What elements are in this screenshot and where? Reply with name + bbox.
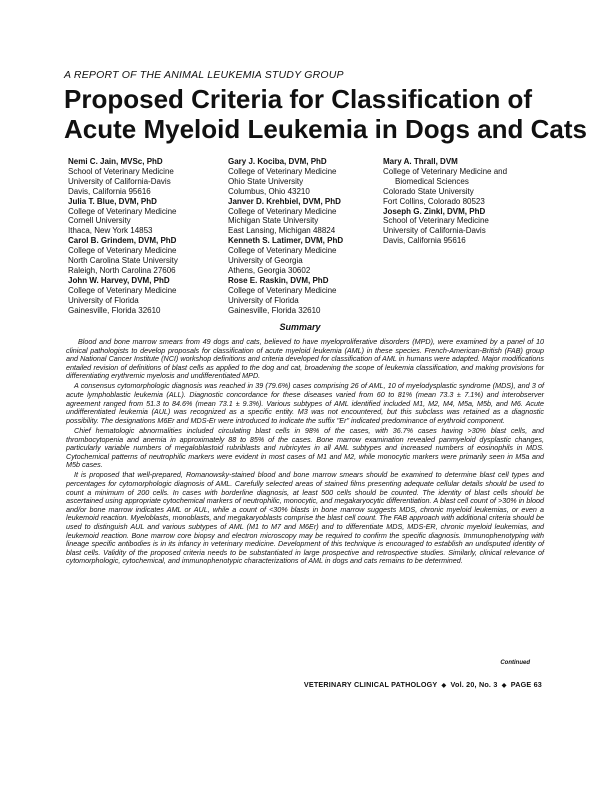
- author-affiliation: Ohio State University: [228, 176, 304, 186]
- series-heading: A REPORT OF THE ANIMAL LEUKEMIA STUDY GROUP: [64, 69, 344, 81]
- author-name: Kenneth S. Latimer, DVM, PhD: [228, 236, 344, 246]
- author-affiliation: School of Veterinary Medicine: [383, 216, 489, 226]
- author-affiliation: Biomedical Sciences: [395, 176, 469, 186]
- author-affiliation: College of Veterinary Medicine: [228, 246, 337, 256]
- author-name: John W. Harvey, DVM, PhD: [68, 275, 170, 285]
- author-affiliation: Michigan State University: [228, 216, 319, 226]
- author-affiliation: Gainesville, Florida 32610: [68, 305, 161, 315]
- journal-name: VETERINARY CLINICAL PATHOLOGY: [303, 680, 438, 689]
- author-column-3: [383, 157, 543, 246]
- author-affiliation: School of Veterinary Medicine: [68, 166, 174, 176]
- summary-paragraph: Blood and bone marrow smears from 49 dogs and cats, believed to have myeloproliferative disorders (MPD), were examined by a panel of 10 clinical pathologists to develop proposals for classification of acute myeloid leukemia (AML) in these species. French-American-British (FAB) group and National Cancer Institute (NCI) workshop definitions and criteria developed for classification of AML in humans were adapted. Major modifications entailed revision of definitions of blast cells as applied to the dog and cat, broadening the scope of leukemia classification, and making provisions for differentiating erythremic myelosis and undifferentiated MPD.: [66, 337, 544, 381]
- author-affiliation: Gainesville, Florida 32610: [228, 305, 321, 315]
- author-affiliation: Colorado State University: [383, 186, 474, 196]
- author-entry: [68, 236, 218, 276]
- author-affiliation: North Carolina State University: [68, 256, 178, 266]
- author-affiliation: Columbus, Ohio 43210: [228, 186, 310, 196]
- summary-paragraph: A consensus cytomorphologic diagnosis was reached in 39 (79.6%) cases comprising 26 of AML, 10 of myelodysplastic syndrome (MDS), and 3 of acute lymphoblastic leukemia (ALL). Diagnostic concordance for these diseases varied from 60 to 81% (mean 73.3 ± 7.1%) and interobserver agreement ranged from 51.3 to 84.6% (mean 73.1 ± 9.3%). Various subtypes of AML identified included M1, M2, M4, M5a, M5b, and M6. Acute undifferentiated leukemia (AUL) was recognized as a specific entity. M3 was not encountered, but this subclass was retained as a diagnostic possibility. The designations M6Er and MDS-Er were introduced to indicate the suffix "Er" indicated predominance of erythroid component.: [66, 381, 544, 425]
- summary-paragraph: Chief hematologic abnormalities included circulating blast cells in 98% of the cases, with 36.7% cases having >30% blast cells, and thrombocytopenia and anemia in approximately 88 to 85% of the cases. Bone marrow examination revealed panmyeloid dysplastic changes, particularly variable numbers of megaloblastoid rubriblasts and rubricytes in all AML subtypes and increased numbers of eosinophils in MDS. Cytochemical patterns of neutrophilic markers were evident in most cases of M1 and M2, while monocytic markers were primarily seen in M5a and M5b cases.: [66, 425, 544, 470]
- summary-paragraph: It is proposed that well-prepared, Romanowsky-stained blood and bone marrow smears should be examined to determine blast cell types and percentages for cytomorphologic diagnosis of AML. Carefully selected areas of stained films presenting adequate cellular details should be used to count a minimum of 200 cells. In cases with borderline diagnosis, at least 500 cells should be counted. The identity of blast cells should be ascertained using appropriate cytochemical markers of neutrophilic, monocytic, and megakaryocytic differentiation. A blast cell count of >30% in blood and/or bone marrow indicates AML or AUL, while a count of <30% blasts in bone marrow suggests MDS, chronic myeloid leukemias, or even a leukemoid reaction. Myeloblasts, monoblasts, and megakaryoblasts comprise the blast cell count. The FAB approach with additional criteria should be used to distinguish AUL and various subtypes of AML (M1 to M7 and M6Er) and to differentiate MDS, MDS-ER, chronic myeloid leukemias, and leukemoid reaction. Bone marrow core biopsy and electron microscopy may be required to confirm the specific diagnosis. Immunophenotyping with lineage specific antibodies is in its infancy in veterinary medicine. Development of this technique is encouraged to establish an undisputed identity of blast cells. Validity of the proposed criteria needs to be substantiated in large prospective and retrospective studies. Similarly, clinical relevance of cytomorphologic, cytochemical, and immunophenotypic characterizations of AML in dogs and cats remains to be determined.: [66, 470, 544, 566]
- author-name: Rose E. Raskin, DVM, PhD: [228, 275, 329, 285]
- page-number: PAGE 63: [510, 680, 542, 689]
- author-entry: [68, 197, 218, 237]
- author-affiliation: Davis, California 95616: [383, 236, 466, 246]
- diamond-icon: ◆: [501, 683, 507, 689]
- title-line-2: Acute Myeloid Leukemia in Dogs and Cats: [64, 114, 587, 144]
- author-affiliation: University of Florida: [68, 295, 139, 305]
- article-title: [64, 84, 587, 144]
- author-affiliation: College of Veterinary Medicine and: [383, 166, 508, 176]
- author-affiliation: Cornell University: [68, 216, 131, 226]
- author-entry: [383, 207, 543, 247]
- author-affiliation: Athens, Georgia 30602: [228, 265, 311, 275]
- summary-body: [66, 338, 544, 567]
- author-name: Nemi C. Jain, MVSc, PhD: [68, 157, 163, 166]
- author-name: Joseph G. Zinkl, DVM, PhD: [383, 206, 486, 216]
- author-entry: [228, 197, 378, 237]
- author-affiliation: College of Veterinary Medicine: [68, 206, 177, 216]
- journal-volume: Vol. 20, No. 3: [450, 680, 498, 689]
- diamond-icon: ◆: [441, 683, 447, 689]
- author-entry: [68, 276, 218, 316]
- author-entry: [383, 157, 543, 207]
- continued-note: Continued: [500, 660, 530, 666]
- summary-heading: Summary: [279, 322, 321, 332]
- author-affiliation: College of Veterinary Medicine: [228, 166, 337, 176]
- author-affiliation: University of Florida: [228, 295, 299, 305]
- author-affiliation: Ithaca, New York 14853: [68, 226, 153, 236]
- author-affiliation: College of Veterinary Medicine: [228, 206, 337, 216]
- author-affiliation: University of California-Davis: [383, 226, 486, 236]
- author-entry: [68, 157, 218, 197]
- author-name: Janver D. Krehbiel, DVM, PhD: [228, 196, 341, 206]
- author-entry: [228, 276, 378, 316]
- author-affiliation: College of Veterinary Medicine: [228, 285, 337, 295]
- author-affiliation: Raleigh, North Carolina 27606: [68, 265, 176, 275]
- author-affiliation: University of Georgia: [228, 256, 303, 266]
- author-affiliation: College of Veterinary Medicine: [68, 246, 177, 256]
- author-affiliation: Fort Collins, Colorado 80523: [383, 196, 485, 206]
- author-column-1: [68, 157, 218, 316]
- author-affiliation: College of Veterinary Medicine: [68, 285, 177, 295]
- author-affiliation: University of California-Davis: [68, 176, 171, 186]
- author-affiliation: Davis, California 95616: [68, 186, 151, 196]
- author-column-2: [228, 157, 378, 316]
- author-name: Carol B. Grindem, DVM, PhD: [68, 236, 177, 246]
- author-name: Mary A. Thrall, DVM: [383, 157, 458, 166]
- author-affiliation: East Lansing, Michigan 48824: [228, 226, 336, 236]
- page-footer: [304, 680, 542, 689]
- author-name: Gary J. Kociba, DVM, PhD: [228, 157, 327, 166]
- author-entry: [228, 236, 378, 276]
- title-line-1: Proposed Criteria for Classification of: [64, 84, 533, 114]
- author-entry: [228, 157, 378, 197]
- author-name: Julia T. Blue, DVM, PhD: [68, 196, 157, 206]
